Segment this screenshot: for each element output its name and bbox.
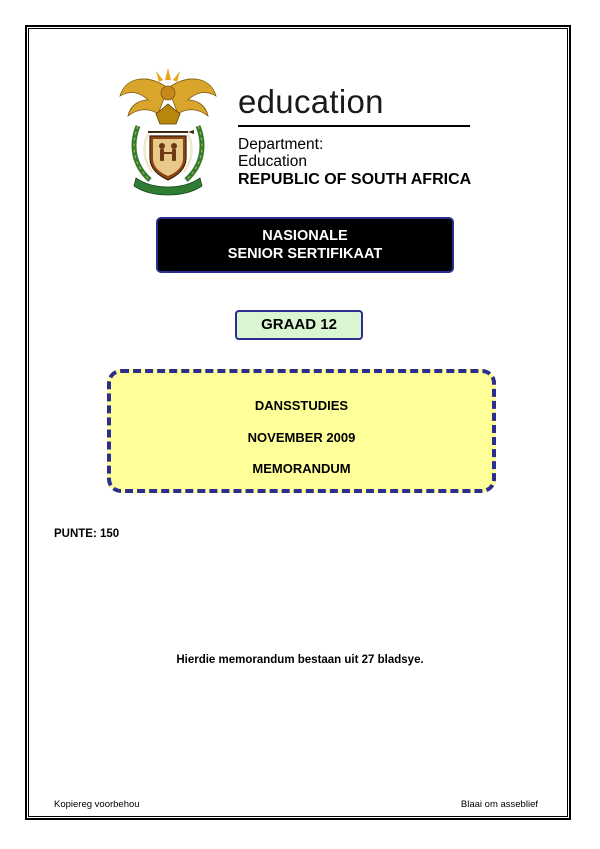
brand-rule-divider: [238, 125, 470, 127]
footer-copyright: Kopiereg voorbehou: [54, 799, 140, 810]
subject-box: [107, 369, 496, 493]
total-marks: PUNTE: 150: [54, 528, 120, 540]
department-label: Department:: [238, 136, 324, 153]
grade-badge: GRAAD 12: [235, 310, 363, 340]
certificate-title-line2: SENIOR SERTIFIKAAT: [227, 246, 383, 262]
document-type: MEMORANDUM: [252, 461, 351, 476]
department-name: Education: [238, 153, 307, 170]
coat-of-arms-icon: [118, 66, 218, 196]
certificate-title-box: [156, 217, 454, 273]
exam-session: NOVEMBER 2009: [247, 430, 356, 445]
page-count-note: Hierdie memorandum bestaan uit 27 bladsye.: [176, 654, 424, 666]
footer-turn-over: Blaai om asseblief: [460, 799, 538, 810]
country-name: REPUBLIC OF SOUTH AFRICA: [238, 171, 472, 188]
certificate-title-line1: NASIONALE: [262, 228, 348, 244]
subject-name: DANSSTUDIES: [254, 398, 349, 413]
brand-education-word: education: [238, 83, 384, 120]
